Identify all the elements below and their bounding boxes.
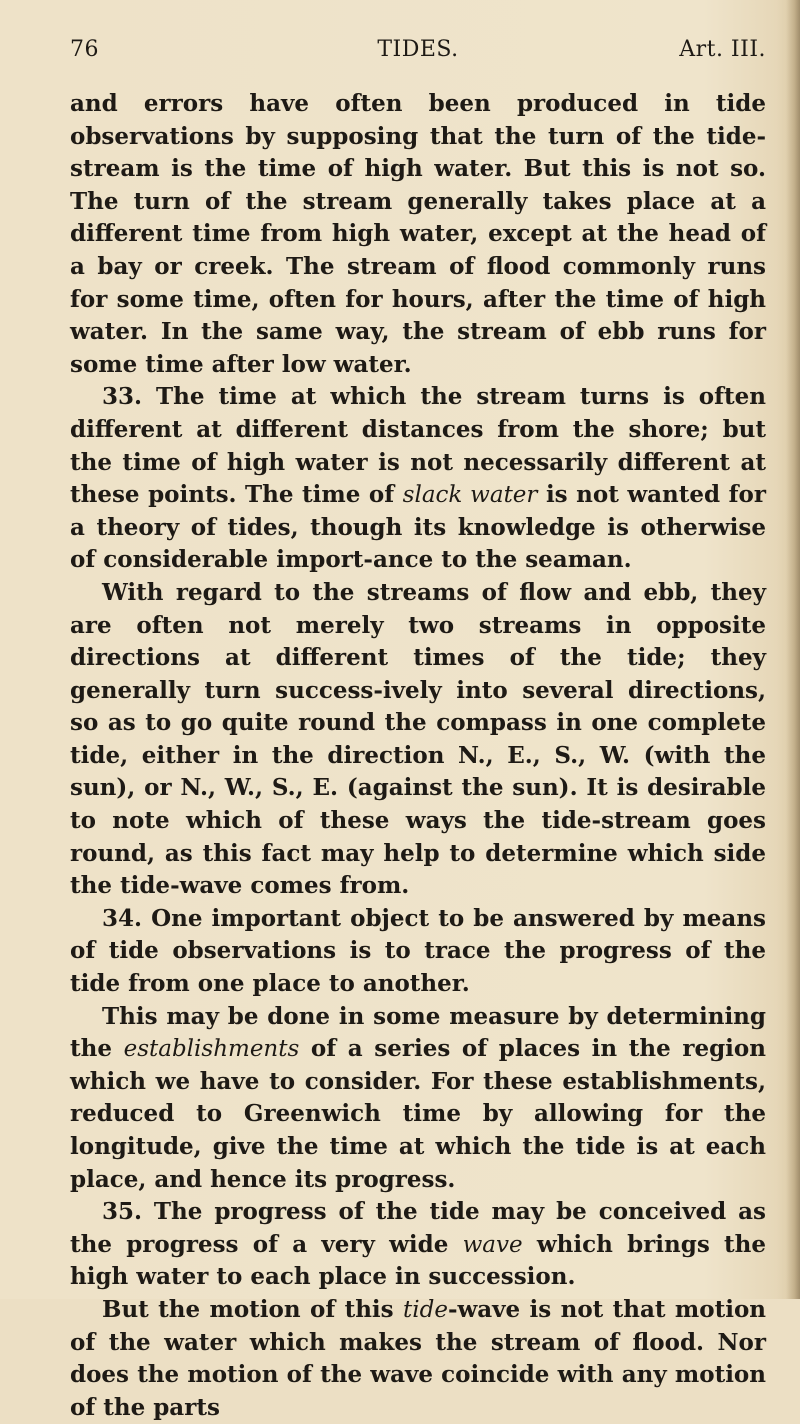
page-edge-shadow	[786, 0, 800, 1299]
text-run: -wave is not that motion of the water which makes the stream of flood. Nor does the motion of the wave coincide with any motion of the parts	[70, 1295, 767, 1421]
paragraph	[70, 1196, 766, 1294]
text-run: This may be done in some measure by determining the	[70, 1002, 766, 1063]
italic-phrase: wave	[462, 1231, 523, 1258]
text-run: 35. The progress of the tide may be conceived as the progress of a very wide	[70, 1198, 766, 1258]
running-title: TIDES.	[377, 37, 459, 62]
text-run: and errors have often been produced in tide observations by supposing that the turn of the tide-stream is the time of high water. But this is not so. The turn of the stream generally takes place at a different time from high water, except at the head of a bay or creek. The stream of flood commonly runs for some time, often for hours, after the time of high water. In the same way, the stream of ebb runs for some time after low water.	[70, 90, 766, 378]
text-run: 34. One important object to be answered by means of tide observations is to trace the progress of the tide from one place to another.	[70, 904, 766, 998]
text-run: 33. The time at which the stream turns is often different at different distances from the shore; but the time of high water is not necessarily different at these points. The time of	[70, 383, 766, 509]
paragraph	[70, 88, 766, 381]
italic-phrase: slack water	[402, 482, 538, 509]
text-run: With regard to the streams of flow and ebb, they are often not merely two streams in opposite directions at different times of the tide; they generally turn success-ively into several directions, so as to go quite round the compass in one complete tide, either in the direction N., E., S., W. (with the sun), or N., W., S., E. (against the sun). It is desirable to note which of these ways the tide-stream goes round, as this fact may help to determine which side the tide-wave comes from.	[70, 578, 766, 900]
running-header	[70, 37, 766, 67]
text-run: which brings the high water to each place in succession.	[70, 1230, 766, 1291]
italic-phrase: establishments	[123, 1036, 300, 1063]
paragraph	[70, 577, 766, 903]
italic-phrase: tide	[403, 1296, 448, 1323]
paragraph	[70, 903, 766, 1001]
text-run: is not wanted for a theory of tides, though its knowledge is otherwise of considerable import-ance to the seaman.	[70, 481, 766, 574]
text-run: But the motion of this	[102, 1295, 403, 1323]
paragraph	[70, 381, 766, 577]
page-number: 76	[70, 37, 99, 62]
text-run: of a series of places in the region which we have to consider. For these establishments, reduced to Greenwich time by allowing for the longitude, give the time at which the tide is at each place, and hence its progress.	[70, 1035, 766, 1193]
paragraph	[70, 1001, 766, 1197]
article-label: Art. III.	[679, 37, 766, 62]
paragraph	[70, 1294, 766, 1424]
body-text	[70, 88, 766, 1424]
